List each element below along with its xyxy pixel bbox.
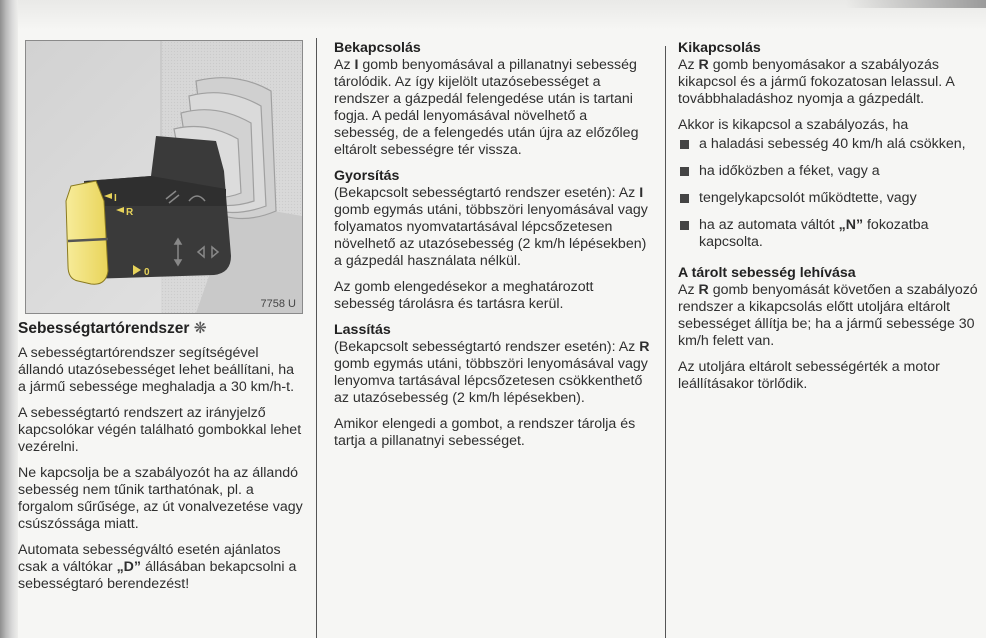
section-heading: Sebességtartórendszer ❋ — [18, 320, 207, 337]
bullet-square-icon — [680, 167, 689, 176]
paragraph: Az I gomb benyomásával a pillanatnyi sebesség tárolódik. Az így kijelölt utazósebességet a rendszer a gázpedál felengedése után is tartani fogja. A pedál lenyomásával növelhető a sebesség, de a felengedés után újra az előzőleg eltárolt sebességre tér vissza. — [334, 57, 639, 158]
paragraph: (Bekapcsolt sebességtartó rendszer esetén): Az I gomb egymás utáni, többszöri lenyomásával vagy folyamatos nyomvatartásával lépcsőzetesen növelhető az utazósebesség (2 km/h lépésekben) a gázpedál használata nélkül. — [334, 185, 648, 269]
section-switch-on — [334, 40, 652, 159]
list-item: tengelykapcsolót működtette, vagy — [678, 190, 978, 207]
section-title: A tárolt sebesség lehívása — [678, 265, 856, 281]
section-title: Gyorsítás — [334, 168, 400, 184]
column-intro — [18, 320, 303, 602]
button-label-r: R — [126, 207, 134, 218]
lever-drawing — [26, 41, 302, 313]
list-item: ha időközben a féket, vagy a — [678, 163, 978, 180]
yellow-button — [66, 181, 108, 284]
paragraph: Az utoljára eltárolt sebességérték a motor leállításakor törlődik. — [678, 359, 940, 392]
bullet-square-icon — [680, 194, 689, 203]
section-decelerate — [334, 322, 652, 450]
list-item: ha az automata váltót „N” fokozatba kapcsolta. — [678, 217, 978, 251]
bullet-square-icon — [680, 221, 689, 230]
column-switch-off — [678, 40, 978, 402]
figure-label: 7758 U — [260, 298, 296, 310]
paragraph: Akkor is kikapcsol a szabályozás, ha — [678, 117, 909, 133]
paragraph: A sebességtartórendszer segítségével állandó utazósebességet lehet beállítani, ha a jármű sebessége meghaladja a 30 km/h-t. — [18, 345, 295, 395]
optional-equipment-icon: ❋ — [193, 320, 207, 337]
paragraph: Automata sebességváltó esetén ajánlatos csak a váltókar „D” állásában bekapcsolni a sebességtaró berendezést! — [18, 542, 297, 592]
button-label-0: 0 — [144, 267, 150, 278]
bullet-square-icon — [680, 140, 689, 149]
paragraph: Az R gomb benyomásakor a szabályozás kikapcsol és a jármű fokozatosan lelassul. A továbbhaladáshoz nyomja a gázpedált. — [678, 57, 955, 107]
section-accelerate — [334, 168, 652, 313]
paragraph: Az gomb elengedésekor a meghatározott sebesség tárolásra és tartásra kerül. — [334, 279, 594, 312]
column-operation — [334, 40, 652, 459]
condition-list — [678, 136, 978, 251]
column-divider — [316, 38, 317, 638]
column-divider — [665, 46, 666, 638]
section-title: Kikapcsolás — [678, 40, 761, 56]
section-title: Lassítás — [334, 322, 391, 338]
paragraph: Ne kapcsolja be a szabályozót ha az állandó sebesség nem tűnik tarthatónak, pl. a forgalom sűrűsége, az út vonalvezetése vagy csúszóssága miatt. — [18, 465, 303, 532]
page-edge-shadow — [846, 0, 986, 8]
list-item: a haladási sebesség 40 km/h alá csökken, — [678, 136, 978, 153]
section-title: Bekapcsolás — [334, 40, 421, 56]
button-label-i: I — [114, 193, 117, 204]
cruise-control-lever-illustration — [25, 40, 303, 314]
paragraph: Amikor elengedi a gombot, a rendszer tárolja és tartja a pillanatnyi sebességet. — [334, 416, 636, 449]
paragraph: Az R gomb benyomását követően a szabályozó rendszer a kikapcsolás előtt utoljára eltárolt sebességet állítja be; ha a jármű sebessége 30 km/h felett van. — [678, 282, 978, 349]
paragraph: (Bekapcsolt sebességtartó rendszer esetén): Az R gomb egymás utáni, többszöri lenyomásával vagy lenyomva tartásával lépcsőzetesen csökkenthető az utazósebesség (2 km/h lépésekben). — [334, 339, 650, 406]
paragraph: A sebességtartó rendszert az irányjelző kapcsolókar végén található gombokkal lehet vezérelni. — [18, 405, 302, 455]
page-binding-shadow — [0, 0, 18, 638]
